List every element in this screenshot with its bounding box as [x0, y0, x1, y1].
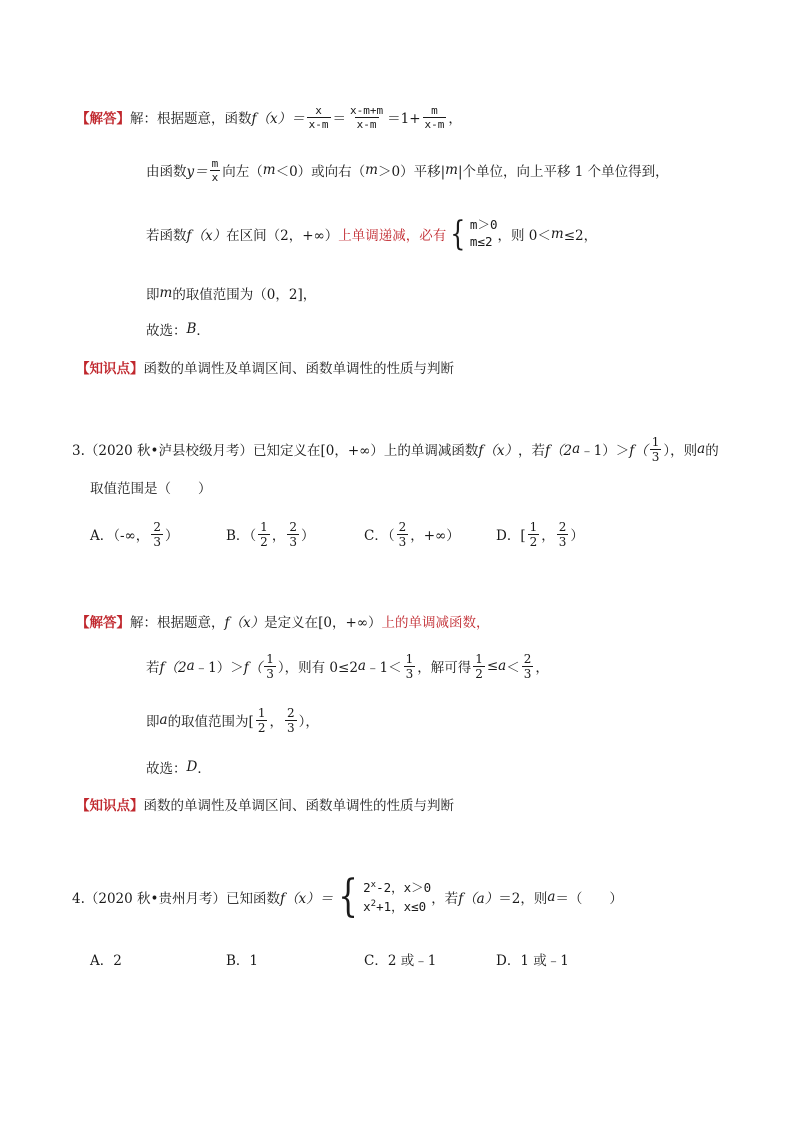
text: ）， [298, 714, 319, 730]
math: m [365, 162, 378, 178]
text: D．[ [496, 528, 526, 544]
math: a [697, 441, 706, 457]
solution-2-line-2 [146, 153, 669, 187]
math: m [445, 162, 458, 178]
fraction: $\frac{2}{3}$ [558, 519, 567, 549]
fraction: $\frac{m}{x-m}$ [424, 103, 445, 131]
option-a[interactable] [90, 948, 122, 970]
knowledge-point-1 [76, 356, 454, 378]
text: A．（-∞， [90, 528, 150, 544]
fraction: $\frac{2}{3}$ [153, 519, 161, 549]
fraction: $\frac{x}{x-m}$ [308, 103, 329, 131]
text: 故选： [146, 761, 187, 777]
text: 解：根据题意，函数 [130, 111, 252, 127]
case-1: 2$^x$-2，x＞0 [363, 879, 432, 895]
solution-3-line-2 [146, 648, 549, 684]
text-red: 上的单调减函数， [381, 615, 490, 631]
fraction: $\frac{1}{2}$ [257, 705, 266, 735]
fraction: $\frac{1}{3}$ [651, 434, 660, 464]
option-d[interactable] [496, 948, 569, 970]
text: 解：根据题意， [130, 615, 225, 631]
math: f（a） [458, 891, 499, 907]
math: a [572, 441, 581, 457]
text: ，若 [431, 891, 459, 907]
text: ． [197, 761, 211, 777]
text: 由函数 [146, 164, 187, 180]
text: C．（ [364, 528, 395, 544]
text: ﹣1＜ [365, 660, 402, 676]
math: a [159, 712, 168, 728]
fraction: $\frac{2}{3}$ [289, 519, 297, 549]
math: m [262, 162, 276, 178]
math: f（ [243, 660, 263, 676]
math: a [498, 658, 507, 674]
question-3-stem-line-2 [90, 476, 212, 498]
math: a [547, 889, 556, 905]
option-a[interactable] [90, 516, 178, 552]
text: 即 [146, 287, 160, 303]
text: |个单位，向上平移 1 个单位得到， [457, 164, 669, 180]
text: ） [300, 528, 315, 544]
condition: m≤2 [469, 234, 493, 249]
text: B．1 [226, 953, 259, 969]
text: ﹣1）＞ [580, 443, 630, 459]
fraction: $\frac{m}{x}$ [211, 156, 219, 184]
text: ＝（ ） [555, 891, 623, 907]
math-fx: f（x）＝ [251, 111, 305, 127]
text: ， [269, 714, 283, 730]
answer-tag: 【解答】 [76, 111, 130, 127]
text: 4.（2020 秋•贵州月考）已知函数 [72, 891, 280, 907]
math: f（x）＝ [280, 891, 334, 907]
fraction: $\frac{2}{3}$ [286, 705, 295, 735]
solution-3-line-4 [146, 756, 211, 778]
solution-2-line-5 [146, 318, 210, 340]
question-4-stem [72, 870, 623, 924]
text: 的取值范围为（0，2]， [172, 287, 317, 303]
text: B．（ [226, 528, 257, 544]
knowledge-tag: 【知识点】 [76, 798, 144, 814]
solution-2-line-4 [146, 282, 316, 304]
math: a [186, 658, 195, 674]
text: 3.（2020 秋•泸县校级月考）已知定义在[0，+∞）上的单调减函数 [72, 443, 479, 459]
answer-tag: 【解答】 [76, 615, 130, 631]
solution-2-line-3 [146, 212, 597, 256]
text: 若函数 [146, 228, 187, 244]
math: m [159, 285, 173, 301]
fraction: $\frac{1}{2}$ [260, 519, 268, 549]
text: ） [164, 528, 179, 544]
fraction: $\frac{x-m+m}{x-m}$ [350, 103, 384, 131]
text: ＞0）平移| [377, 164, 446, 180]
text: ． [196, 323, 210, 339]
question-3-stem [72, 432, 719, 466]
solution-2-line-1 [76, 100, 462, 134]
text: D．1 或﹣1 [496, 953, 569, 969]
text: ，解可得 [417, 660, 472, 676]
text: ＝ [332, 111, 346, 127]
text: ， [541, 528, 555, 544]
fraction: $\frac{1}{2}$ [529, 519, 538, 549]
option-d[interactable] [496, 516, 584, 552]
text: ） [570, 528, 584, 544]
piecewise-cases [363, 878, 431, 917]
text: A．2 [90, 953, 122, 969]
math: f（x） [478, 443, 519, 459]
text: ，则 0＜ [497, 228, 551, 244]
text: ＝2，则 [498, 891, 548, 907]
condition: m＞0 [469, 217, 498, 233]
math: a [357, 658, 366, 674]
text: ≤ [486, 658, 499, 674]
case-2: $x^2+1$，x≤0 [363, 898, 427, 914]
text: 函数的单调性及单调区间、函数单调性的性质与判断 [143, 361, 454, 377]
text: C．2 或﹣1 [364, 953, 437, 969]
brace: { [450, 214, 466, 254]
text: 的 [705, 443, 719, 459]
text: ），则有 0≤2 [277, 660, 358, 676]
text: 函数的单调性及单调区间、函数单调性的性质与判断 [143, 798, 454, 814]
math: f（2 [545, 443, 573, 459]
text: 向左（ [222, 164, 263, 180]
text: 即 [146, 714, 160, 730]
answer: B [186, 321, 197, 337]
text: ﹣1）＞ [194, 660, 244, 676]
text: ，若 [518, 443, 546, 459]
option-b[interactable] [226, 516, 314, 552]
inequality-system [470, 217, 498, 251]
math: f（x） [224, 615, 265, 631]
text: ， [535, 660, 549, 676]
text: ≤2， [563, 228, 598, 244]
math: f（x） [186, 228, 227, 244]
text: ），则 [663, 443, 698, 459]
text: ＜ [506, 660, 520, 676]
option-c[interactable] [364, 516, 460, 552]
fraction: $\frac{1}{3}$ [266, 651, 274, 681]
text: 若 [146, 660, 160, 676]
knowledge-tag: 【知识点】 [76, 361, 144, 377]
math: f（ [629, 443, 648, 459]
answer: D [186, 759, 198, 775]
fraction: $\frac{1}{2}$ [475, 651, 483, 681]
text: ， [448, 111, 462, 127]
math: f（2 [159, 660, 187, 676]
text: ，+∞） [410, 528, 460, 544]
solution-3-line-1 [76, 610, 490, 632]
fraction: $\frac{2}{3}$ [398, 519, 407, 549]
fraction: $\frac{1}{3}$ [405, 651, 414, 681]
text: ＝1+ [387, 111, 421, 127]
option-b[interactable] [226, 948, 258, 970]
text: ， [271, 528, 286, 544]
text: 取值范围是（ ） [90, 481, 212, 497]
solution-3-line-3 [146, 702, 319, 738]
knowledge-point-2 [76, 793, 454, 815]
text: 在区间（2，+∞） [226, 228, 339, 244]
text: 的取值范围为[ [167, 714, 254, 730]
math: m [550, 226, 564, 242]
text: ＜0）或向右（ [275, 164, 366, 180]
text: 故选： [146, 323, 187, 339]
text-red: 上单调递减，必有 [338, 228, 447, 244]
option-c[interactable] [364, 948, 436, 970]
math: y＝ [186, 164, 208, 180]
text: 是定义在[0，+∞） [264, 615, 382, 631]
brace: { [338, 871, 358, 922]
fraction: $\frac{2}{3}$ [523, 651, 532, 681]
